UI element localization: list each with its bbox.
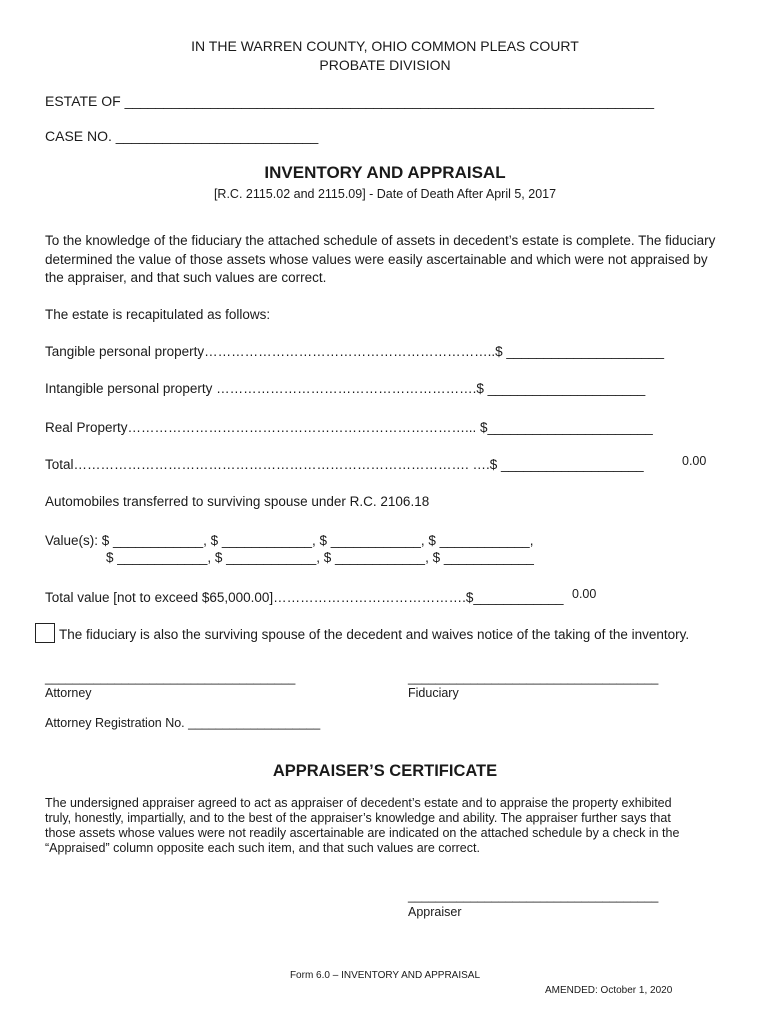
form-title: INVENTORY AND APPRAISAL xyxy=(264,163,506,182)
auto-values-row-1[interactable]: Value(s): $ ____________, $ ____________, $ ____________, $ ____________, xyxy=(45,533,534,548)
total-value: 0.00 xyxy=(682,454,707,468)
appraiser-signature-line[interactable]: ____________________________________ xyxy=(408,889,659,903)
form-number: Form 6.0 – INVENTORY AND APPRAISAL xyxy=(289,970,481,981)
attorney-registration-row[interactable]: Attorney Registration No. ___________________ xyxy=(45,716,321,730)
estate-row xyxy=(45,93,654,109)
recap-heading: The estate is recapitulated as follows: xyxy=(45,307,271,322)
case-number-field[interactable]: __________________________ xyxy=(115,128,319,144)
case-label: CASE NO. xyxy=(45,128,112,144)
court-name: IN THE WARREN COUNTY, OHIO COMMON PLEAS COURT xyxy=(191,38,579,54)
estate-label: ESTATE OF xyxy=(45,93,121,109)
amended-date: AMENDED: October 1, 2020 xyxy=(545,985,673,996)
certificate-title: APPRAISER’S CERTIFICATE xyxy=(272,762,498,780)
division-name: PROBATE DIVISION xyxy=(319,57,451,73)
auto-values-row-2[interactable]: $ ____________, $ ____________, $ ____________, $ ____________ xyxy=(106,550,534,565)
automobiles-label: Automobiles transferred to surviving spouse under R.C. 2106.18 xyxy=(45,494,430,509)
intro-paragraph: To the knowledge of the fiduciary the attached schedule of assets in decedent’s estate is complete. The fiduciary determined the value of those assets whose values were easily ascertainable and which were not appraised by the appraiser, and that such values are correct. xyxy=(45,233,716,285)
auto-total-value: 0.00 xyxy=(572,587,597,601)
case-row xyxy=(45,128,318,144)
surviving-spouse-checkbox[interactable] xyxy=(35,623,55,643)
form-subtitle: [R.C. 2115.02 and 2115.09] - Date of Death After April 5, 2017 xyxy=(213,187,557,201)
attorney-signature-line[interactable]: ____________________________________ xyxy=(45,671,296,685)
appraiser-label: Appraiser xyxy=(408,905,462,919)
total-row[interactable]: Total……………………………………………………………………………. ….$ ___________________ xyxy=(45,457,644,472)
surviving-spouse-label: The fiduciary is also the surviving spouse of the decedent and waives notice of the taking of the inventory. xyxy=(59,627,690,642)
tangible-property-row[interactable]: Tangible personal property………………………………………………………..$ _____________________ xyxy=(45,344,665,359)
real-property-row[interactable]: Real Property…………………………………………………………………... $______________________ xyxy=(45,420,653,435)
auto-total-row[interactable]: Total value [not to exceed $65,000.00]…………………………………….$____________ xyxy=(45,590,564,605)
certificate-paragraph: The undersigned appraiser agreed to act as appraiser of decedent’s estate and to appraise the property exhibited truly, honestly, impartially, and to the best of the appraiser’s knowledge and ability. The appraiser further says that those assets whose values were not readily ascertainable are indicated on the attached schedule by a check in the “Appraised” column opposite each such item, and that such values are correct. xyxy=(45,796,680,855)
fiduciary-label: Fiduciary xyxy=(408,686,459,700)
intangible-property-row[interactable]: Intangible personal property ………………………………………………….$ _____________________ xyxy=(45,381,646,396)
fiduciary-signature-line[interactable]: ____________________________________ xyxy=(408,671,659,685)
estate-field[interactable]: ____________________________________________________________________ xyxy=(124,93,655,109)
attorney-label: Attorney xyxy=(45,686,92,700)
